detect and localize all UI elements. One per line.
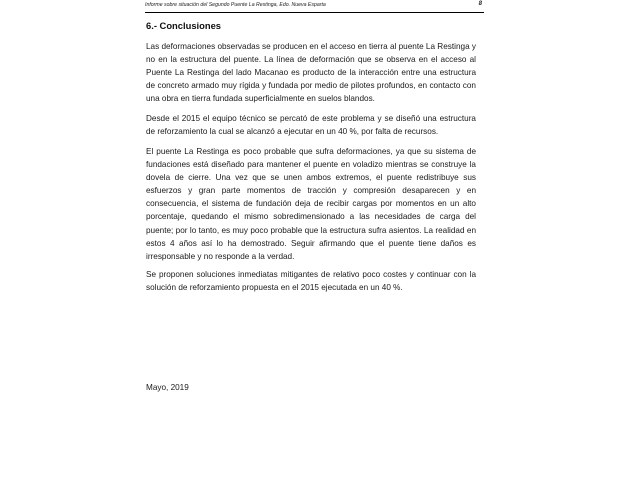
paragraph-reforzamiento: Desde el 2015 el equipo técnico se percató de este problema y se diseñó una estructura de reforzamiento la cual se alcanzó a ejecutar en un 40 %, por falta de recursos. [146,114,476,137]
document-date: Mayo, 2019 [146,383,189,392]
page-header [145,2,484,13]
section-title: 6.- Conclusiones [146,20,222,31]
paragraph-deformaciones: Las deformaciones observadas se producen en el acceso en tierra al puente La Restinga y no en la estructura del puente. La línea de deformación que se observa en el acceso al Puente La Restinga del lado Macanao es producto de la interacción entre una estructura de concreto armado muy rígida y fundada por medio de pilotes profundos, en contacto con una obra en tierra fundada superficialmente en suelos blandos. [146,42,476,104]
header-title: Informe sobre situación del Segundo Puente La Restinga, Edo. Nueva Esparta [145,2,326,8]
page-number: 8 [478,1,482,7]
paragraph-soluciones: Se proponen soluciones inmediatas mitigantes de relativo poco costes y continuar con la solución de reforzamiento propuesta en el 2015 ejecutada en un 40 %. [146,270,476,293]
paragraph-fundaciones: El puente La Restinga es poco probable que sufra deformaciones, ya que su sistema de fundaciones está diseñado para mantener el puente en voladizo mientras se construye la dovela de cierre. Una vez que se unen ambos extremos, el puente redistribuye sus esfuerzos y gran parte momentos de tracción y compresión desaparecen y en consecuencia, el sistema de fundación deja de recibir cargas por momentos en un alto porcentaje, quedando el mismo sobredimensionado a las necesidades de carga del puente; por lo tanto, es muy poco probable que la estructura sufra asientos. La realidad en estos 4 años así lo ha demostrado. Seguir afirmando que el puente tiene daños es irresponsable y no responde a la verdad. [146,147,476,261]
